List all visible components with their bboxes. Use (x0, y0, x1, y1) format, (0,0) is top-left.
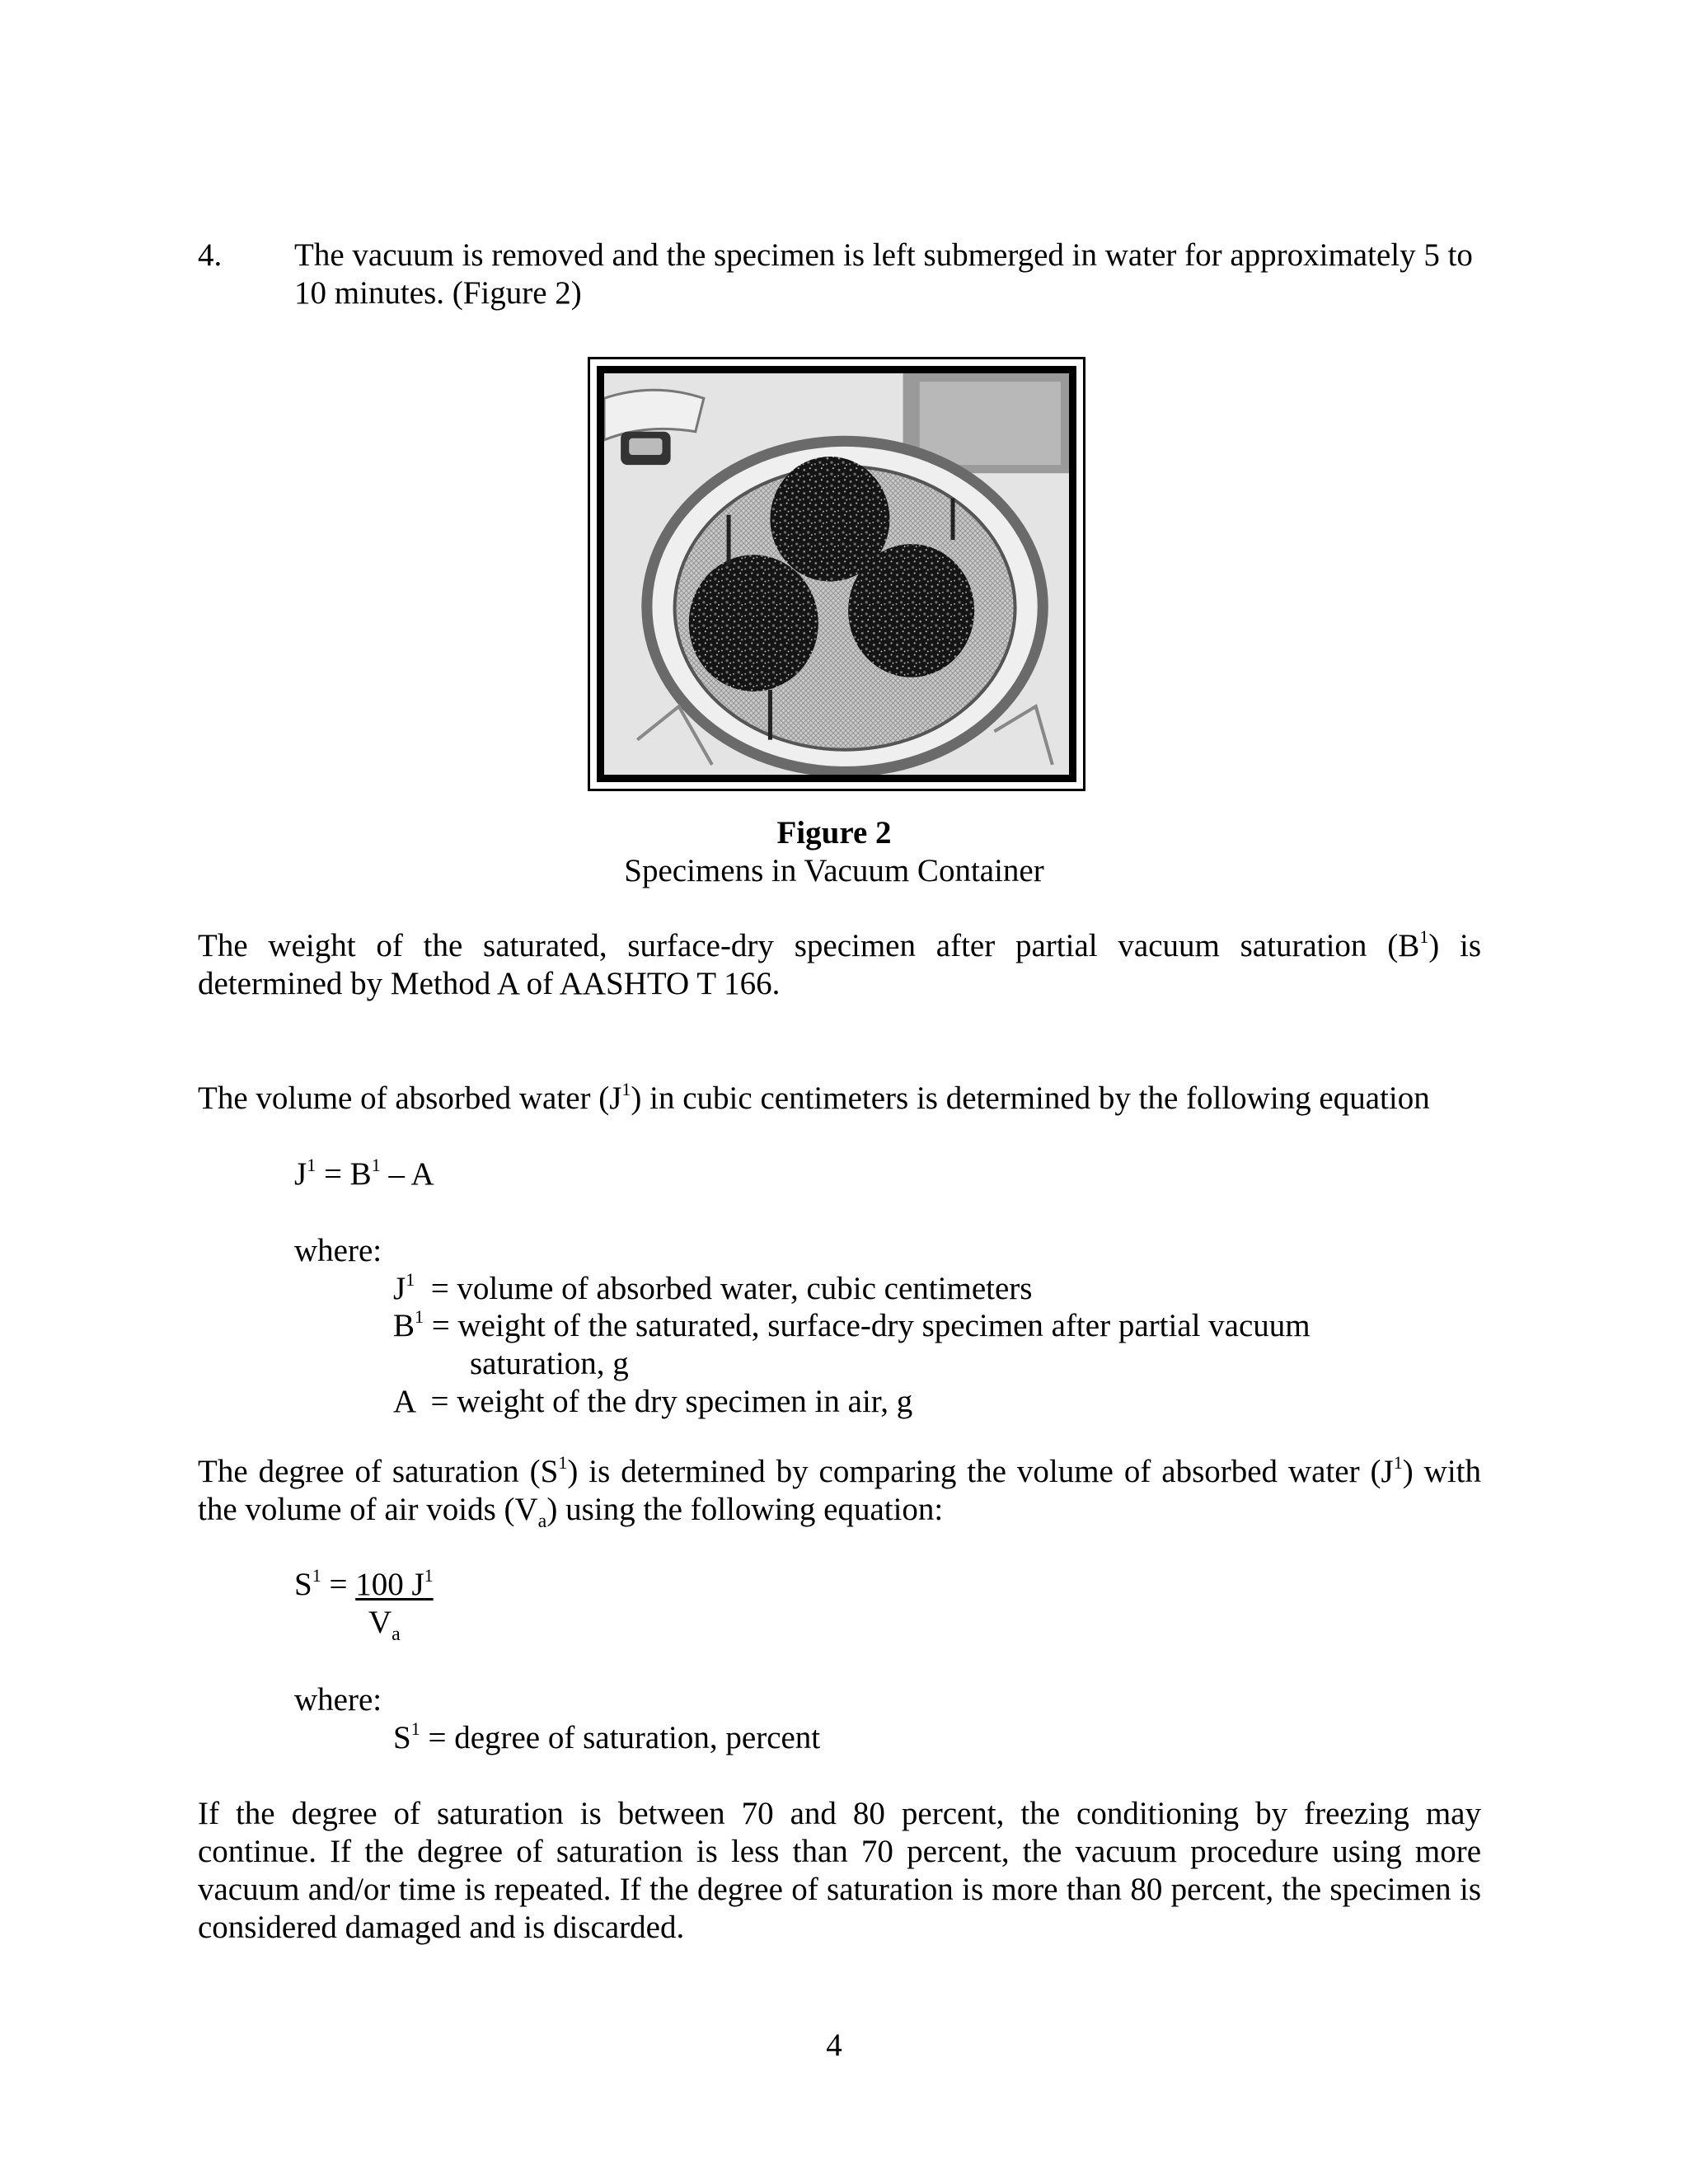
page-number: 4 (826, 2027, 842, 2063)
vacuum-container-illustration (604, 373, 1069, 775)
definition-j1: $J^1$ = volume of absorbed water, cubic centimeters (393, 1269, 1033, 1306)
definition-b1-continued: saturation, g (470, 1346, 629, 1381)
step-4-text: The vacuum is removed and the specimen is left submerged in water for approximately 5 to 10 minutes. (Figure 2) (294, 237, 1473, 311)
definition-b1: $B^1$ = weight of the saturated, surface-dry specimen after partial vacuum (393, 1306, 1311, 1343)
equation-s1-numerator: 100 $J^1$ (355, 1565, 434, 1602)
figure-caption: Specimens in Vacuum Container (624, 853, 1044, 888)
equation-s1: $S^1 = 100$ $J^1$ (294, 1565, 434, 1602)
vacuum-container-photo (597, 366, 1076, 782)
where-label: where: (294, 1233, 382, 1268)
definition-s1: $S^1$ = degree of saturation, percent (393, 1718, 821, 1755)
equation-s1-denominator: $V_a$ (368, 1605, 401, 1645)
paragraph-j1-volume: The volume of absorbed water $(J^1)$ in cubic centimeters is determined by the following equation (198, 1079, 1430, 1116)
paragraph-b1-weight: The weight of the saturated, surface-dry specimen after partial vacuum saturation $(B^1)$ is determined by Method A of AASHTO T 166. (198, 926, 1482, 1001)
where-label-2: where: (294, 1682, 382, 1718)
definition-a: A = weight of the dry specimen in air, g (393, 1384, 913, 1419)
figure-2-photo (588, 357, 1085, 791)
equation-j1: $J^1 = B^1 - A$ (294, 1155, 434, 1192)
figure-label: Figure 2 (776, 815, 892, 851)
paragraph-s1-saturation: The degree of saturation $(S^1)$ is determined by comparing the volume of absorbed water $(J^1)$ with the volume of air voids $(V_a)$ using the following equation: (198, 1452, 1482, 1532)
step-number: 4. (198, 237, 223, 273)
paragraph-saturation-criteria: If the degree of saturation is between 70 and 80 percent, the conditioning by freezing may continue. If the degree of saturation is less than 70 percent, the vacuum procedure using more vacuum and/or time is repeated. If the degree of saturation is more than 80 percent, the specimen is considered damaged and is discarded. (198, 1796, 1481, 1945)
